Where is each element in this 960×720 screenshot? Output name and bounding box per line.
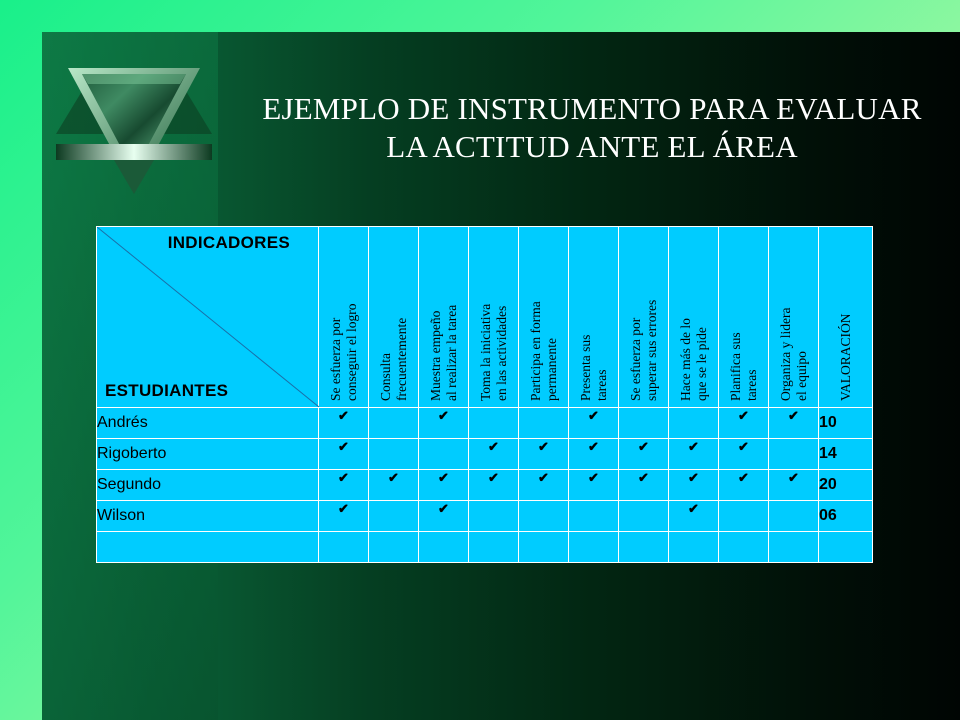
header-cell (519, 227, 569, 408)
check-icon: ✔ (469, 439, 519, 470)
student-name: Rigoberto (97, 439, 319, 470)
empty-cell (97, 532, 319, 563)
check-icon: ✔ (619, 439, 669, 470)
evaluation-table (96, 226, 873, 563)
empty-check-cell (619, 408, 669, 439)
check-icon: ✔ (719, 470, 769, 501)
title-line-2: LA ACTITUD ANTE EL ÁREA (386, 129, 798, 164)
header-text: Hace más de lo que se le pide (677, 318, 709, 401)
empty-cell (569, 532, 619, 563)
empty-check-cell (619, 501, 669, 532)
empty-check-cell (469, 501, 519, 532)
header-cell (719, 227, 769, 408)
empty-row (97, 532, 873, 563)
empty-check-cell (369, 408, 419, 439)
diagonal-line (97, 227, 319, 407)
empty-cell (619, 532, 669, 563)
header-cell (469, 227, 519, 408)
check-icon: ✔ (719, 439, 769, 470)
header-text: Participa en forma permanente (527, 301, 559, 401)
header-text: Presenta sus tareas (577, 334, 609, 401)
empty-cell (369, 532, 419, 563)
header-cell (369, 227, 419, 408)
corner-cell (97, 227, 319, 408)
check-icon: ✔ (519, 439, 569, 470)
triangle-logo-icon (56, 68, 212, 196)
student-row (97, 501, 873, 532)
header-row (97, 227, 873, 408)
check-icon: ✔ (769, 408, 819, 439)
empty-check-cell (569, 501, 619, 532)
check-icon: ✔ (569, 439, 619, 470)
check-icon: ✔ (319, 470, 369, 501)
student-row (97, 408, 873, 439)
student-name: Andrés (97, 408, 319, 439)
empty-check-cell (769, 439, 819, 470)
check-icon: ✔ (769, 470, 819, 501)
header-text: VALORACIÓN (837, 313, 853, 401)
empty-cell (819, 532, 873, 563)
header-cell (569, 227, 619, 408)
header-cell (419, 227, 469, 408)
check-icon: ✔ (319, 408, 369, 439)
header-cell (619, 227, 669, 408)
empty-check-cell (669, 408, 719, 439)
check-icon: ✔ (419, 408, 469, 439)
empty-check-cell (519, 408, 569, 439)
empty-cell (769, 532, 819, 563)
slide-title (232, 90, 952, 166)
empty-check-cell (769, 501, 819, 532)
empty-check-cell (419, 439, 469, 470)
header-text: Se esfuerza por conseguir el logro (327, 303, 359, 401)
check-icon: ✔ (419, 470, 469, 501)
header-text: Consulta frecuentemente (377, 317, 409, 401)
student-name: Wilson (97, 501, 319, 532)
student-row (97, 470, 873, 501)
check-icon: ✔ (419, 501, 469, 532)
header-text: Muestra empeño al realizar la tarea (427, 304, 459, 401)
indicadores-label: INDICADORES (167, 233, 290, 252)
check-icon: ✔ (569, 470, 619, 501)
title-line-1: EJEMPLO DE INSTRUMENTO PARA EVALUAR (262, 91, 922, 126)
header-text: Planifica sus tareas (727, 332, 759, 401)
header-cell (669, 227, 719, 408)
check-icon: ✔ (519, 470, 569, 501)
empty-cell (469, 532, 519, 563)
header-text: Toma la iniciativa en las actividades (477, 303, 509, 401)
empty-cell (669, 532, 719, 563)
valoracion-value: 06 (819, 501, 873, 532)
check-icon: ✔ (669, 439, 719, 470)
empty-check-cell (369, 439, 419, 470)
slide-background (42, 32, 960, 720)
empty-cell (519, 532, 569, 563)
check-icon: ✔ (319, 501, 369, 532)
student-row (97, 439, 873, 470)
valoracion-value: 14 (819, 439, 873, 470)
header-cell-valoracion (819, 227, 873, 408)
valoracion-value: 10 (819, 408, 873, 439)
header-text: Organiza y lidera el equipo (777, 307, 809, 401)
empty-cell (319, 532, 369, 563)
check-icon: ✔ (619, 470, 669, 501)
valoracion-value: 20 (819, 470, 873, 501)
empty-cell (719, 532, 769, 563)
header-cell (769, 227, 819, 408)
empty-check-cell (719, 501, 769, 532)
student-name: Segundo (97, 470, 319, 501)
check-icon: ✔ (369, 470, 419, 501)
estudiantes-label: ESTUDIANTES (105, 381, 229, 400)
empty-check-cell (519, 501, 569, 532)
check-icon: ✔ (569, 408, 619, 439)
check-icon: ✔ (319, 439, 369, 470)
empty-check-cell (369, 501, 419, 532)
check-icon: ✔ (669, 501, 719, 532)
empty-cell (419, 532, 469, 563)
header-cell (319, 227, 369, 408)
empty-check-cell (469, 408, 519, 439)
check-icon: ✔ (719, 408, 769, 439)
check-icon: ✔ (669, 470, 719, 501)
header-text: Se esfuerza por superar sus errores (627, 299, 659, 401)
check-icon: ✔ (469, 470, 519, 501)
